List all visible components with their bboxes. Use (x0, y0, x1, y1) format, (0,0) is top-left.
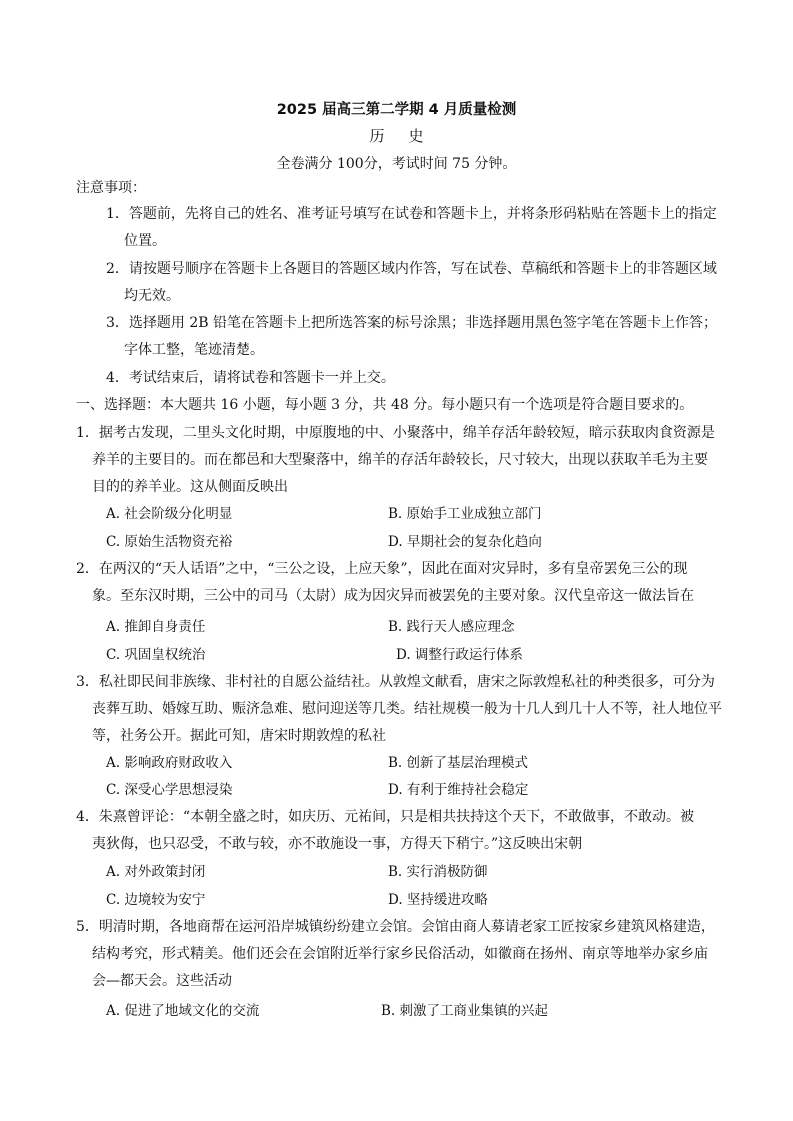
question-2-option-b: B. 践行天人感应理念 (388, 619, 515, 635)
question-1-line-3: 目的的养羊业。这从侧面反映出 (92, 479, 288, 495)
score-info: 全卷满分 100分，考试时间 75 分钟。 (276, 156, 517, 172)
section-heading: 一、选择题：本大题共 16 小题，每小题 3 分，共 48 分。每小题只有一个选项是符合题目要求的。 (76, 397, 694, 413)
question-4-option-d: D. 坚持缓进攻略 (388, 892, 488, 908)
notice-item-4: 4．考试结束后，请将试卷和答题卡一并上交。 (106, 370, 395, 386)
question-1-option-b: B. 原始手工业成独立部门 (388, 506, 542, 522)
question-2-line-1: 2．在两汉的“天人话语”之中，“三公之设，上应天象”，因此在面对灾异时，多有皇帝罢免三公的现 (76, 561, 688, 577)
question-2-option-a: A. 推卸自身责任 (106, 619, 206, 635)
question-5-option-a: A. 促进了地域文化的交流 (106, 1003, 260, 1019)
question-3-option-a: A. 影响政府财政收入 (106, 755, 233, 771)
question-4-line-2: 夷狄侮，也只忍受，不敢与较，亦不敢施设一事，方得天下稍宁。”这反映出宋朝 (92, 836, 583, 852)
question-3-line-2: 丧葬互助、婚嫁互助、赈济急难、慰问迎送等几类。结社规模一般为十几人到几十人不等，社人地位平 (92, 701, 722, 717)
question-3-option-c: C. 深受心学思想浸染 (106, 782, 233, 798)
question-3-line-3: 等，社务公开。据此可知，唐宋时期敦煌的私社 (92, 728, 386, 744)
question-1-option-d: D. 早期社会的复杂化趋向 (388, 534, 542, 550)
question-1-option-c: C. 原始生活物资充裕 (106, 534, 233, 550)
exam-title: 2025 届高三第二学期 4 月质量检测 (276, 102, 517, 118)
question-3-line-1: 3．私社即民间非族缘、非村社的自愿公益结社。从敦煌文献看，唐宋之际敦煌私社的种类很多，可分为 (76, 674, 715, 690)
question-2-option-d: D. 调整行政运行体系 (396, 647, 523, 663)
question-5-option-b: B. 刺激了工商业集镇的兴起 (381, 1003, 549, 1019)
question-1-option-a: A. 社会阶级分化明显 (106, 506, 233, 522)
question-5-line-2: 结构考究，形式精美。他们还会在会馆附近举行家乡民俗活动，如徽商在扬州、南京等地举办家乡庙 (92, 946, 708, 962)
subject-title: 历史 (369, 127, 448, 145)
question-4-line-1: 4．朱熹曾评论：“本朝全盛之时，如庆历、元祐间，只是相共扶持这个天下，不敢做事，不敢动。被 (76, 809, 695, 825)
question-5-line-3: 会—都天会。这些活动 (92, 973, 232, 989)
question-3-option-b: B. 创新了基层治理模式 (388, 755, 529, 771)
notice-item-2: 2．请按题号顺序在答题卡上各题目的答题区域内作答，写在试卷、草稿纸和答题卡上的非答题区域 (106, 261, 717, 277)
question-4-option-a: A. 对外政策封闭 (106, 864, 206, 880)
question-1-line-2: 养羊的主要目的。而在都邑和大型聚落中，绵羊的存活年龄较长，尺寸较大，出现以获取羊毛为主要 (92, 452, 708, 468)
question-1-line-1: 1．据考古发现，二里头文化时期，中原腹地的中、小聚落中，绵羊存活年龄较短，暗示获取肉食资源是 (76, 425, 715, 441)
question-3-option-d: D. 有利于维持社会稳定 (388, 782, 529, 798)
notice-item-1-cont: 位置。 (124, 233, 166, 249)
notice-item-2-cont: 均无效。 (124, 288, 180, 304)
question-5-line-1: 5．明清时期，各地商帮在运河沿岸城镇纷纷建立会馆。会馆由商人募请老家工匠按家乡建筑风格建造， (76, 919, 715, 935)
question-4-option-b: B. 实行消极防御 (388, 864, 488, 880)
notice-item-1: 1．答题前，先将自己的姓名、准考证号填写在试卷和答题卡上，并将条形码粘贴在答题卡上的指定 (106, 206, 717, 222)
question-4-option-c: C. 边境较为安宁 (106, 892, 206, 908)
notice-heading: 注意事项： (76, 180, 146, 196)
notice-item-3: 3．选择题用 2B 铅笔在答题卡上把所选答案的标号涂黑；非选择题用黑色签字笔在答题卡上作答； (106, 315, 718, 331)
question-2-line-2: 象。至东汉时期，三公中的司马（太尉）成为因灾异而被罢免的主要对象。汉代皇帝这一做法旨在 (92, 588, 694, 604)
notice-item-3-cont: 字体工整，笔迹清楚。 (124, 342, 264, 358)
question-2-option-c: C. 巩固皇权统治 (106, 647, 206, 663)
